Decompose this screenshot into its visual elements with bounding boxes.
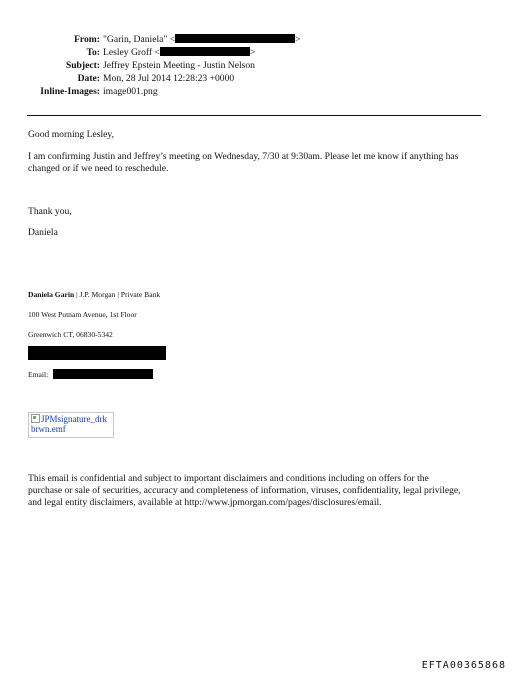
signature-org: | J.P. Morgan | Private Bank: [74, 290, 161, 299]
to-label: To:: [86, 47, 100, 58]
broken-image-icon: [31, 414, 40, 423]
greeting: Good morning Lesley,: [28, 129, 114, 140]
header-divider: [27, 115, 481, 116]
image-placeholder-line-1: JPMsignature_drk: [41, 414, 107, 424]
signature-address-2: Greenwich CT, 06830-5342: [28, 330, 113, 339]
date-value: Mon, 28 Jul 2014 12:28:23 +0000: [103, 73, 235, 84]
date-label: Date:: [77, 73, 100, 84]
signature-address-1: 100 West Putnam Avenue, 1st Floor: [28, 310, 137, 319]
redaction-bar: [53, 369, 153, 379]
from-label: From:: [74, 34, 100, 45]
signature-name-line: [28, 290, 160, 300]
subject-value: Jeffrey Epstein Meeting - Justin Nelson: [103, 60, 255, 71]
disclaimer-line-2: purchase or sale of securities, accuracy and completeness of information, viruses, confidentiality, legal privilege,: [28, 485, 461, 496]
body-line-1: I am confirming Justin and Jeffrey’s meeting on Wednesday, 7/30 at 9:30am. Please let me know if anything has: [28, 151, 459, 162]
redaction-bar: [160, 47, 250, 56]
disclaimer-line-3: and legal entity disclaimers, available at http://www.jpmorgan.com/pages/disclosures/email.: [28, 497, 382, 508]
disclaimer-line-1: This email is confidential and subject to important disclaimers and conditions including on offers for the: [28, 473, 429, 484]
email-label: Email:: [28, 370, 49, 379]
redaction-bar: [175, 34, 295, 43]
from-value: "Garin, Daniela" < >: [103, 34, 301, 45]
signature-image-placeholder: [28, 412, 114, 438]
to-value: Lesley Groff < >: [103, 47, 256, 58]
inline-images-label: Inline-Images:: [40, 86, 100, 97]
sender-name: Daniela: [28, 227, 58, 238]
document-id: EFTA00365868: [421, 660, 506, 671]
inline-images-value: image001.png: [103, 86, 158, 97]
image-placeholder-line-2: brwn.emf: [31, 424, 66, 434]
thanks: Thank you,: [28, 206, 72, 217]
body-line-2: changed or if we need to reschedule.: [28, 163, 169, 174]
subject-label: Subject:: [65, 60, 100, 71]
redaction-bar: [28, 346, 166, 360]
signature-email-line: [28, 370, 48, 380]
signature-name: Daniela Garin: [28, 290, 75, 299]
